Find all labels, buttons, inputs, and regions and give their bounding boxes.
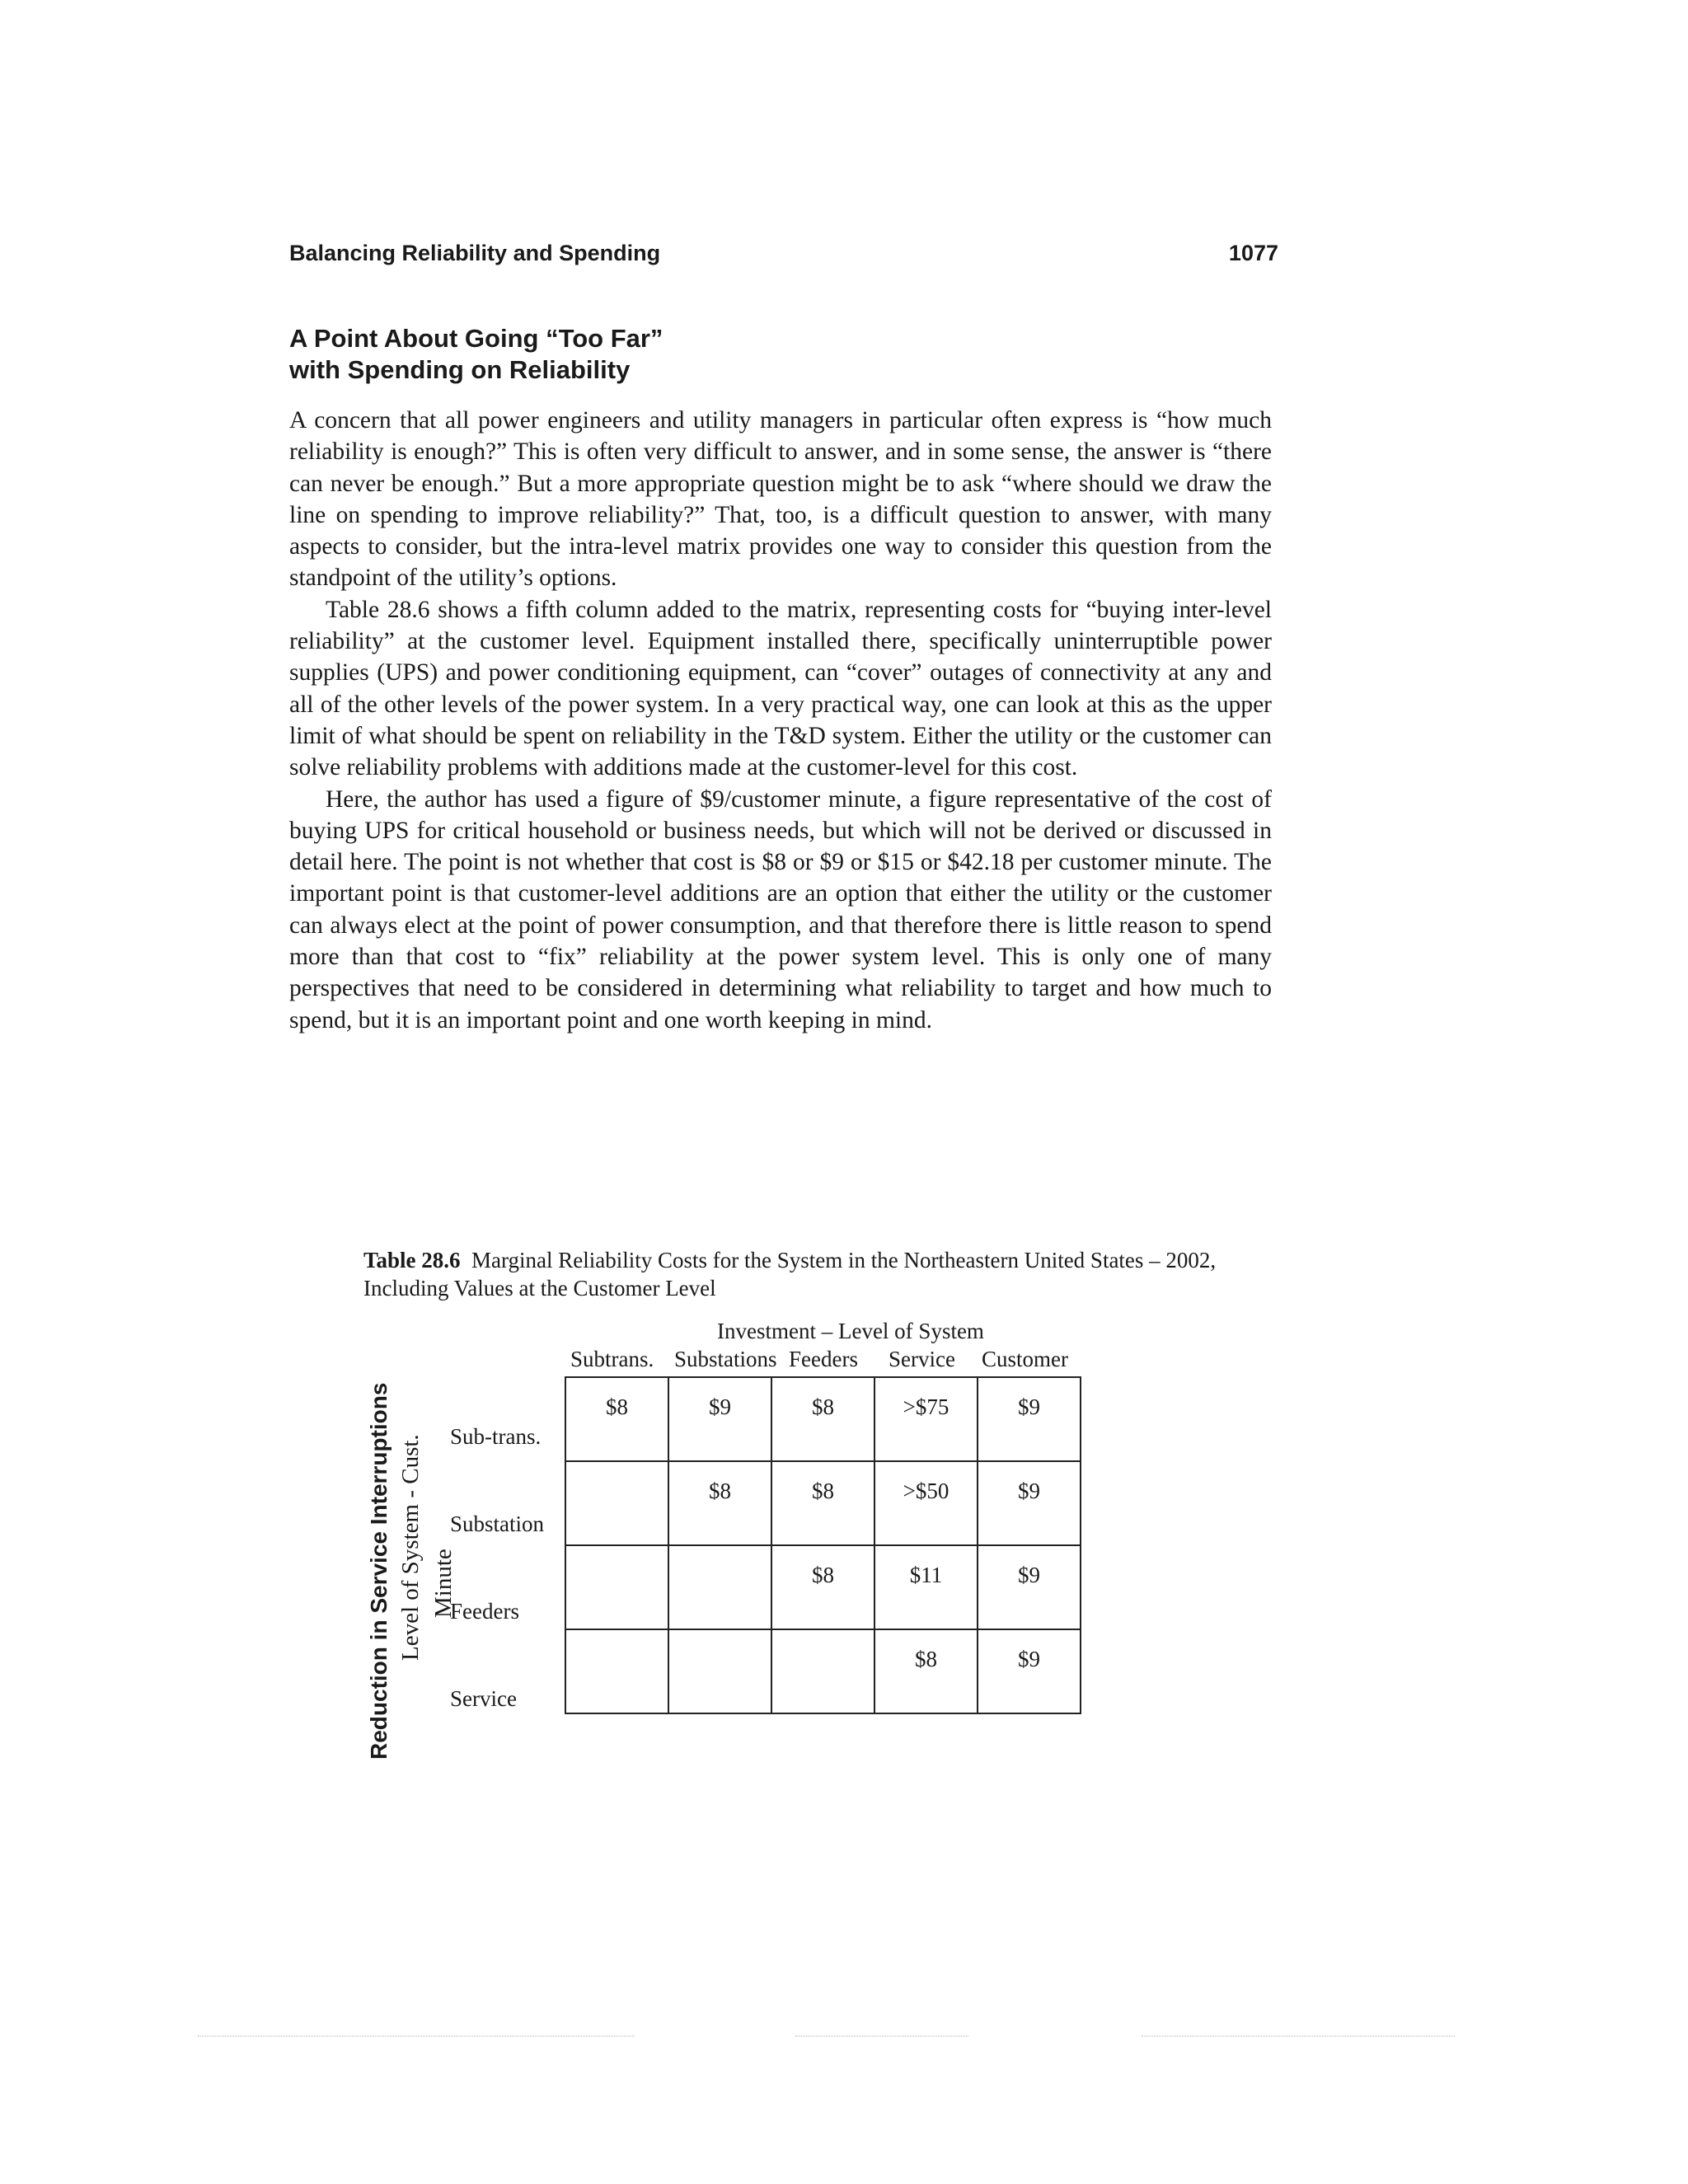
column-header-subtrans: Subtrans. bbox=[570, 1347, 654, 1371]
table-cell: >$50 bbox=[874, 1461, 978, 1545]
table-caption-label: Table 28.6 bbox=[363, 1248, 461, 1272]
table-caption bbox=[363, 1246, 1221, 1302]
row-axis-title: Reduction in Service Interruptions bbox=[366, 1382, 392, 1760]
table-cell: $9 bbox=[668, 1377, 771, 1461]
row-header-service: Service bbox=[450, 1686, 517, 1711]
table-cell: $11 bbox=[874, 1545, 978, 1629]
table-cell bbox=[565, 1545, 668, 1629]
row-axis-subtitle-line-2: Minute bbox=[430, 1549, 457, 1618]
cost-grid bbox=[565, 1376, 1081, 1714]
table-cell: $8 bbox=[771, 1545, 874, 1629]
column-header-customer: Customer bbox=[982, 1347, 1068, 1371]
paragraph-3: Here, the author has used a figure of $9/customer minute, a figure representative of the cost of buying UPS for critical household or business needs, but which will not be derived or discussed in detail here. The point is not whether that cost is $8 or $9 or $15 or $42.18 per customer minute. The important point is that customer-level additions are an option that either the utility or the customer can always elect at the point of power consumption, and that therefore there is little reason to spend more than that cost to “fix” reliability at the power system level. This is only one of many perspectives that need to be considered in determining what reliability to target and how much to spend, but it is an important point and one worth keeping in mind. bbox=[289, 785, 1272, 1033]
table-cell: >$75 bbox=[874, 1377, 978, 1461]
table-cell bbox=[668, 1545, 771, 1629]
table-cell: $9 bbox=[978, 1377, 1081, 1461]
row-header-feeders: Feeders bbox=[450, 1599, 519, 1624]
section-heading-line-1: A Point About Going “Too Far” bbox=[289, 324, 663, 353]
page-number: 1077 bbox=[1228, 241, 1278, 265]
table-cell: $8 bbox=[668, 1461, 771, 1545]
section-heading-line-2: with Spending on Reliability bbox=[289, 355, 631, 384]
table-caption-text: Marginal Reliability Costs for the System in the Northeastern United States – 2002, Including Values at the Customer Level bbox=[363, 1248, 1217, 1301]
column-group-title: Investment – Level of System bbox=[717, 1319, 984, 1343]
table-cell bbox=[565, 1461, 668, 1545]
table-cell bbox=[668, 1629, 771, 1713]
paragraph-1: A concern that all power engineers and utility managers in particular often express is “how much reliability is enough?” This is often very difficult to answer, and in some sense, the answer is “there can never be enough.” But a more appropriate question might be to ask “where should we draw the line on spending to improve reliability?” That, too, is a difficult question to answer, with many aspects to consider, but the intra-level matrix provides one way to consider this question from the standpoint of the utility’s options. bbox=[289, 407, 1272, 592]
column-header-service: Service bbox=[889, 1347, 955, 1371]
table-row bbox=[565, 1377, 1081, 1461]
running-head bbox=[289, 241, 1278, 274]
table-cell: $8 bbox=[771, 1461, 874, 1545]
table-cell bbox=[771, 1629, 874, 1713]
body-text bbox=[289, 405, 1272, 1036]
table-row bbox=[565, 1545, 1081, 1629]
section-heading bbox=[289, 323, 1278, 386]
row-axis-subtitle-line-1: Level of System - Cust. bbox=[397, 1434, 424, 1661]
paragraph-2: Table 28.6 shows a fifth column added to the matrix, representing costs for “buying inter-level reliability” at the customer level. Equipment installed there, specifically uninterruptible power supplies (UPS) and power conditioning equipment, can “cover” outages of connectivity at any and all of the other levels of the power system. In a very practical way, one can look at this as the upper limit of what should be spent on reliability in the T&D system. Either the utility or the customer can solve reliability problems with additions made at the customer-level for this cost. bbox=[289, 596, 1272, 781]
row-header-substation: Substation bbox=[450, 1511, 545, 1536]
column-header-feeders: Feeders bbox=[789, 1347, 858, 1371]
reliability-cost-matrix bbox=[354, 1319, 1113, 1780]
table-cell bbox=[565, 1629, 668, 1713]
table-row bbox=[565, 1461, 1081, 1545]
table-cell: $9 bbox=[978, 1461, 1081, 1545]
table-cell: $9 bbox=[978, 1629, 1081, 1713]
column-header-substations: Substations bbox=[674, 1347, 777, 1371]
row-header-subtrans: Sub-trans. bbox=[450, 1424, 542, 1449]
table-cell: $8 bbox=[771, 1377, 874, 1461]
table-cell: $9 bbox=[978, 1545, 1081, 1629]
table-cell: $8 bbox=[874, 1629, 978, 1713]
running-head-title: Balancing Reliability and Spending bbox=[289, 241, 661, 265]
table-cell: $8 bbox=[565, 1377, 668, 1461]
table-row bbox=[565, 1629, 1081, 1713]
